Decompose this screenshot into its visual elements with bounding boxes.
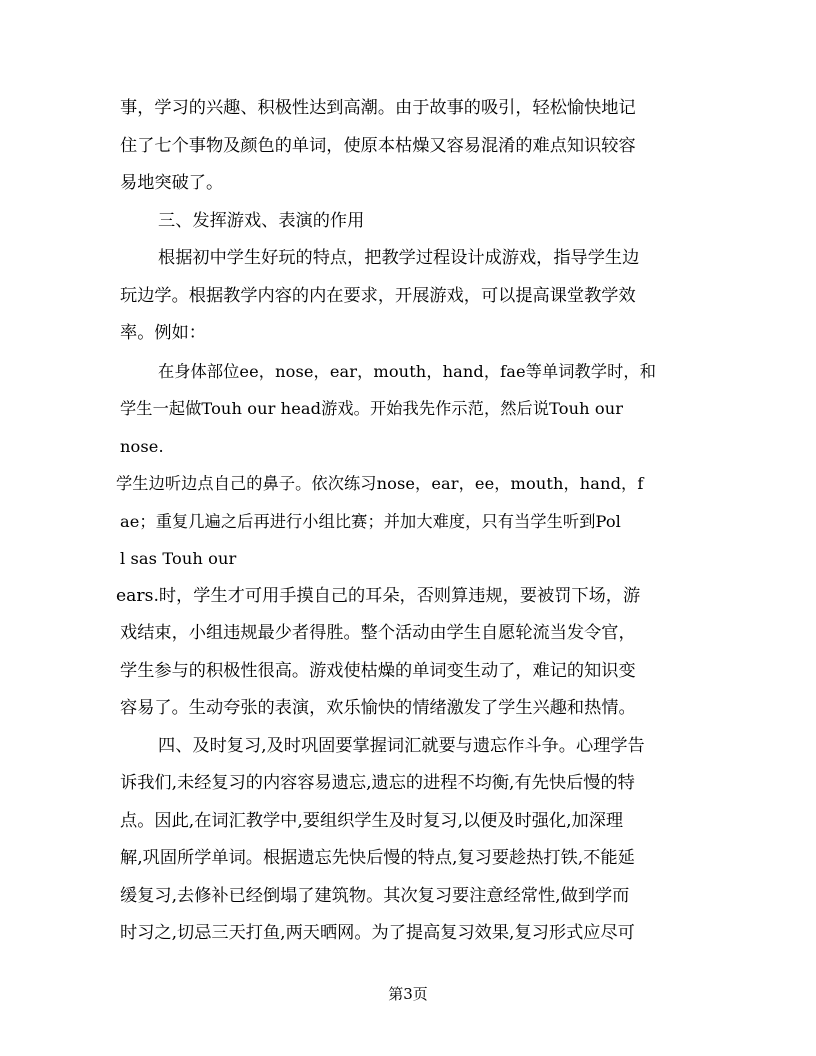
page-number: 第3页: [388, 985, 428, 1003]
text-line: 戏结束，小组违规最少者得胜。整个活动由学生自愿轮流当发令官，: [120, 623, 636, 643]
text-line: ears.时，学生才可用手摸自己的耳朵，否则算违规，要被罚下场，游: [116, 585, 641, 606]
text-line: 玩边学。根据教学内容的内在要求，开展游戏，可以提高课堂教学效: [120, 285, 636, 306]
text-line: 易地突破了。: [120, 173, 224, 193]
text-line: 学生边听边点自己的鼻子。依次练习nose，ear，ee，mouth，hand，f: [116, 474, 644, 493]
text-line: 解,巩固所学单词。根据遗忘先快后慢的特点,复习要趁热打铁,不能延: [120, 848, 635, 868]
text-line: 在身体部位ee，nose，ear，mouth，hand，fae等单词教学时，和: [158, 361, 656, 381]
text-line: nose.: [120, 436, 164, 456]
text-line: 容易了。生动夸张的表演，欢乐愉快的情绪激发了学生兴趣和热情。: [120, 698, 636, 718]
text-line: 学生一起做Touh our head游戏。开始我先作示范，然后说Touh our: [120, 399, 624, 418]
text-line: 学生参与的积极性很高。游戏使枯燥的单词变生动了，难记的知识变: [120, 660, 636, 681]
text-line: 缓复习,去修补已经倒塌了建筑物。其次复习要注意经常性,做到学而: [120, 885, 630, 906]
text-line: l sas Touh our: [120, 549, 237, 568]
text-line: 点。因此,在词汇教学中,要组织学生及时复习,以便及时强化,加深理: [120, 810, 624, 831]
text-line: 事，学习的兴趣、积极性达到高潮。由于故事的吸引，轻松愉快地记: [120, 98, 636, 118]
text-line: 根据初中学生好玩的特点，把教学过程设计成游戏，指导学生边: [158, 248, 640, 268]
text-line: 时习之,切忌三天打鱼,两天晒网。为了提高复习效果,复习形式应尽可: [120, 923, 635, 943]
text-line: ae；重复几遍之后再进行小组比赛；并加大难度，只有当学生听到Pol: [120, 511, 621, 531]
section-heading: 四、及时复习,及时巩固要掌握词汇就要与遗忘作斗争。心理学告: [158, 735, 645, 756]
document-body: [116, 90, 700, 953]
text-line: 率。例如：: [120, 323, 206, 343]
text-line: 诉我们,未经复习的内容容易遗忘,遗忘的进程不均衡,有先快后慢的特: [120, 773, 635, 793]
section-heading: 三、发挥游戏、表演的作用: [158, 210, 365, 231]
text-line: 住了七个事物及颜色的单词，使原本枯燥又容易混淆的难点知识较容: [120, 135, 636, 156]
